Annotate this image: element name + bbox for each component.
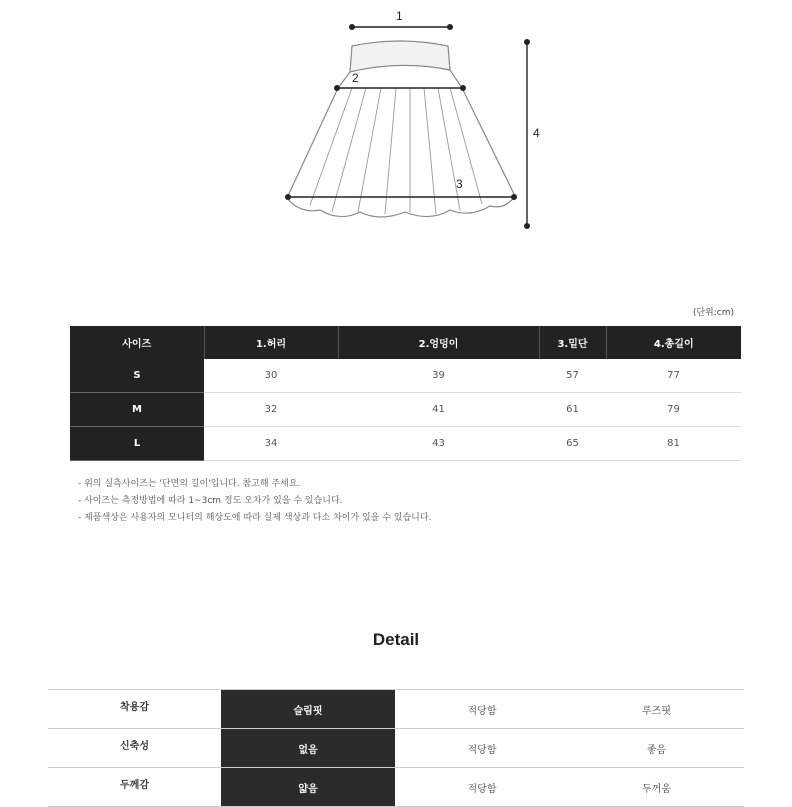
note-item: - 위의 실측사이즈는 '단면의 길이'입니다. 참고해 주세요.	[78, 479, 301, 489]
value-cell: 41	[338, 393, 539, 427]
value-cell: 34	[204, 427, 338, 461]
value-cell: 57	[539, 359, 606, 393]
value-cell: 65	[539, 427, 606, 461]
detail-option: 좋음	[569, 729, 744, 768]
measure-label-3: 3	[456, 177, 463, 191]
detail-option: 루즈핏	[569, 690, 744, 729]
size-table	[70, 326, 741, 461]
value-cell: 30	[204, 359, 338, 393]
value-cell: 81	[606, 427, 741, 461]
size-table-header	[70, 326, 741, 359]
detail-label: 착용감	[48, 690, 221, 729]
note-item: - 사이즈는 측정방법에 따라 1~3cm 정도 오차가 있을 수 있습니다.	[78, 496, 343, 506]
detail-label: 신축성	[48, 729, 221, 768]
header-size: 사이즈	[70, 326, 204, 359]
skirt-measurement-diagram	[0, 0, 792, 300]
measure-label-1: 1	[396, 9, 403, 23]
detail-option-selected: 없음	[221, 729, 395, 768]
size-cell: S	[70, 359, 204, 393]
header-length: 4.총길이	[606, 326, 741, 359]
detail-option: 두꺼움	[569, 768, 744, 807]
measure-label-2: 2	[352, 71, 359, 85]
value-cell: 61	[539, 393, 606, 427]
detail-title: Detail	[372, 630, 420, 649]
value-cell: 79	[606, 393, 741, 427]
note-item: - 제품색상은 사용자의 모니터의 해상도에 따라 실제 색상과 다소 차이가 있을 수 있습니다.	[78, 513, 432, 523]
table-row	[70, 427, 741, 461]
detail-row-stretch	[48, 729, 744, 768]
unit-label: (단위:cm)	[692, 308, 734, 318]
detail-label: 두께감	[48, 768, 221, 807]
table-row	[70, 393, 741, 427]
header-hem: 3.밑단	[539, 326, 606, 359]
measure-label-4: 4	[533, 126, 540, 140]
size-notes	[78, 476, 431, 527]
table-row	[70, 359, 741, 393]
detail-option-selected: 슬림핏	[221, 690, 395, 729]
detail-option: 적당함	[395, 729, 569, 768]
size-cell: M	[70, 393, 204, 427]
value-cell: 43	[338, 427, 539, 461]
detail-table	[48, 689, 744, 807]
detail-option: 적당함	[395, 690, 569, 729]
detail-option: 적당함	[395, 768, 569, 807]
value-cell: 32	[204, 393, 338, 427]
value-cell: 77	[606, 359, 741, 393]
header-waist: 1.허리	[204, 326, 338, 359]
size-cell: L	[70, 427, 204, 461]
detail-option-selected: 얇음	[221, 768, 395, 807]
value-cell: 39	[338, 359, 539, 393]
detail-row-fit	[48, 690, 744, 729]
header-hip: 2.엉덩이	[338, 326, 539, 359]
detail-row-thickness	[48, 768, 744, 807]
